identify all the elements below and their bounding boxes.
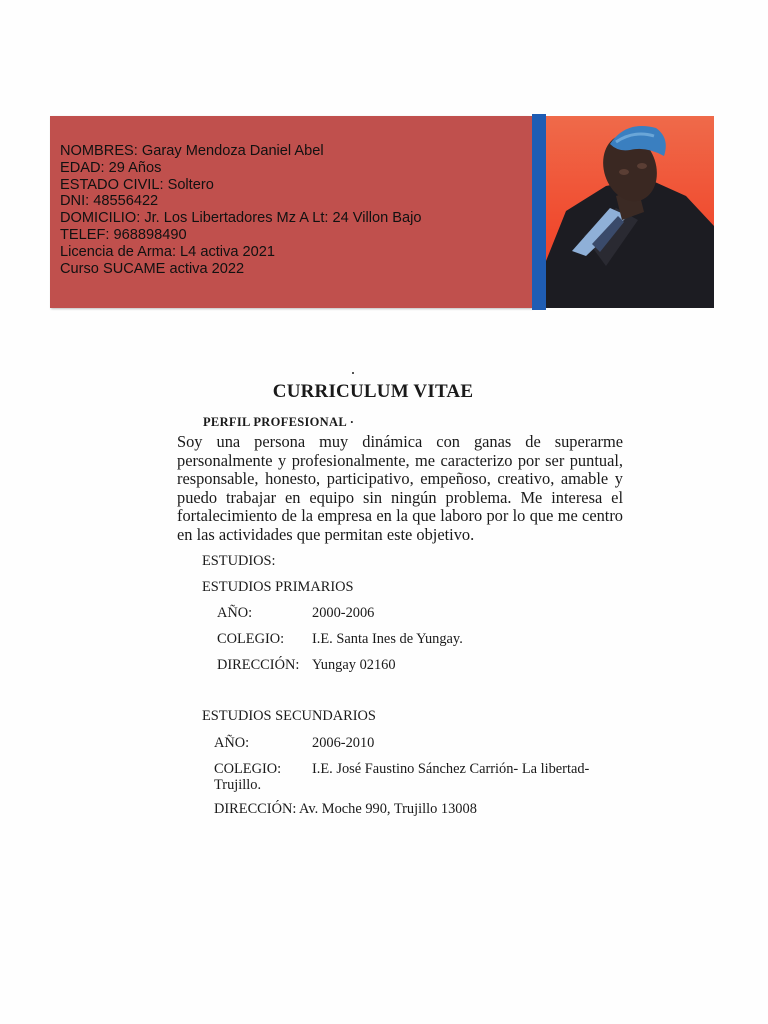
primarios-colegio-value: I.E. Santa Ines de Yungay.	[312, 631, 463, 647]
personal-line-dni: DNI: 48556422	[60, 193, 159, 210]
primarios-ano-value: 2000-2006	[312, 605, 375, 621]
accent-stripe	[532, 114, 546, 310]
primarios-heading: ESTUDIOS PRIMARIOS	[202, 579, 354, 595]
personal-line-domicilio: DOMICILIO: Jr. Los Libertadores Mz A Lt: 24 Villon Bajo	[60, 210, 422, 227]
secundarios-colegio-label: COLEGIO:	[214, 761, 282, 777]
personal-info-box	[50, 116, 532, 308]
perfil-heading: PERFIL PROFESIONAL ·	[203, 415, 355, 429]
primarios-colegio-label: COLEGIO:	[217, 631, 285, 647]
primarios-direccion-label: DIRECCIÓN:	[217, 657, 300, 673]
personal-line-curso: Curso SUCAME activa 2022	[60, 260, 245, 277]
secundarios-colegio-value: I.E. José Faustino Sánchez Carrión- La libertad-	[312, 761, 590, 777]
personal-line-estado-civil: ESTADO CIVIL: Soltero	[60, 176, 214, 193]
secundarios-direccion-value: Av. Moche 990, Trujillo 13008	[299, 801, 477, 817]
personal-line-nombres: NOMBRES: Garay Mendoza Daniel Abel	[60, 143, 324, 159]
secundarios-heading: ESTUDIOS SECUNDARIOS	[202, 708, 376, 724]
personal-line-telefono: TELEF: 968898490	[60, 226, 187, 243]
secundarios-ano-label: AÑO:	[214, 735, 250, 751]
page-title: CURRICULUM VITAE	[272, 381, 474, 402]
estudios-heading: ESTUDIOS:	[202, 553, 276, 569]
personal-line-licencia: Licencia de Arma: L4 activa 2021	[60, 243, 275, 260]
secundarios-direccion-label: DIRECCIÓN:	[214, 801, 297, 817]
primarios-direccion-value: Yungay 02160	[312, 657, 396, 673]
stray-dot	[352, 372, 354, 374]
person-portrait-icon	[546, 116, 714, 308]
profile-photo	[546, 116, 714, 308]
perfil-text: Soy una persona muy dinámica con ganas de superarme personalmente y profesionalmente, me caracterizo por ser puntual, responsable, honesto, participativo, empeñoso, creativo, amable y puedo trabajar en equipo sin ningún problema. Me interesa el fortalecimiento de la empresa en la que laboro por lo que me centro en las actividades que permitan este objetivo.	[177, 432, 623, 544]
primarios-ano-label: AÑO:	[217, 605, 253, 621]
personal-line-edad: EDAD: 29 Años	[60, 159, 162, 176]
personal-info-lines	[60, 143, 422, 277]
secundarios-ano-value: 2006-2010	[312, 735, 375, 751]
secundarios-colegio-value-cont: Trujillo.	[214, 777, 262, 793]
